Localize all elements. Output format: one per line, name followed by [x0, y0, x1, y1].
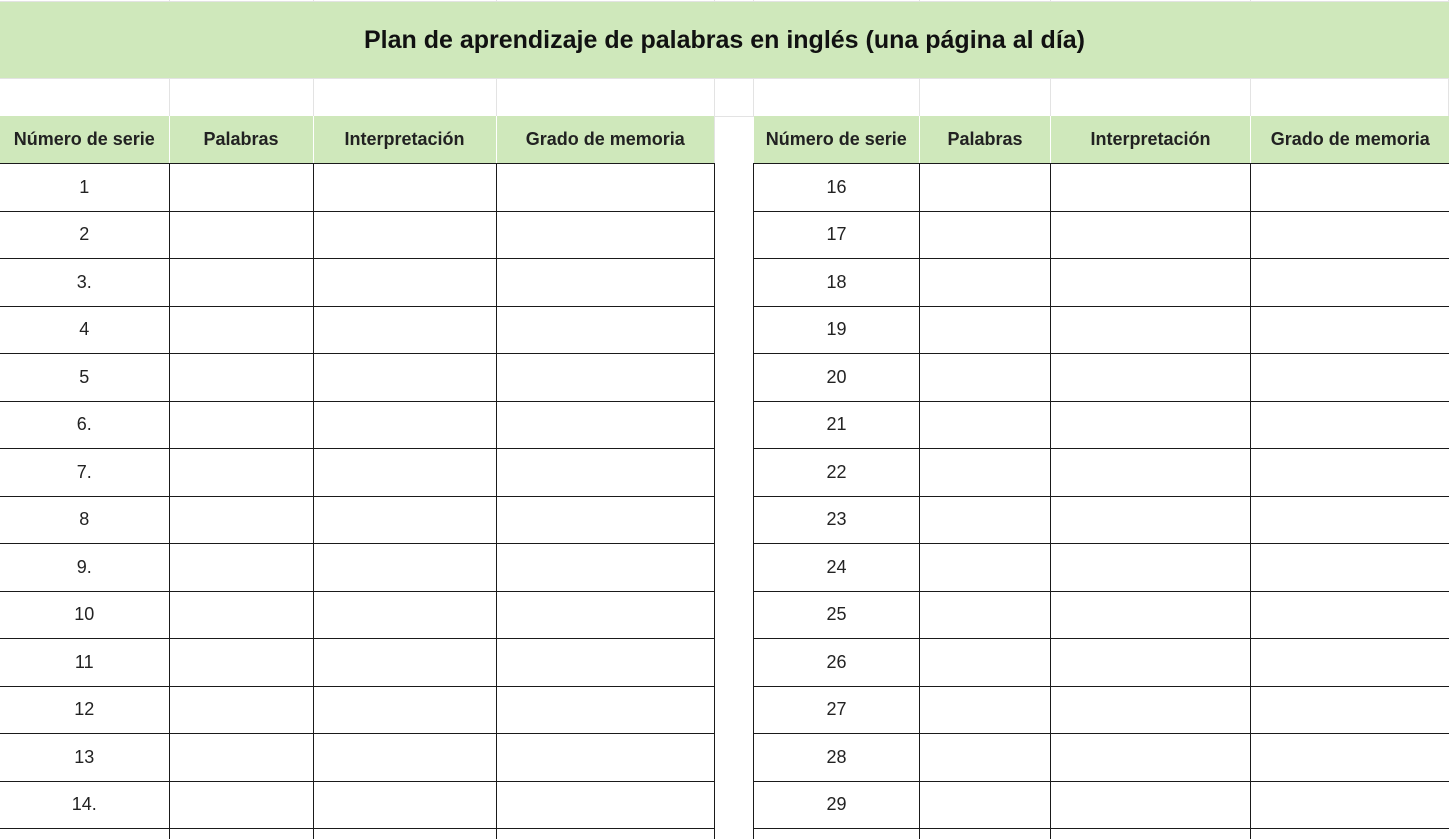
cell-word[interactable] [920, 306, 1051, 354]
cell-memory-level[interactable] [496, 734, 714, 782]
cell-memory-level[interactable] [496, 401, 714, 449]
cell-serial-number[interactable]: 11 [0, 639, 169, 687]
cell-serial-number[interactable]: 22 [754, 449, 920, 497]
cell-interpretation[interactable] [313, 211, 496, 259]
header-words[interactable]: Palabras [169, 116, 313, 164]
left-table-body [0, 164, 714, 839]
cell-interpretation[interactable] [313, 591, 496, 639]
cell-serial-number[interactable] [0, 829, 169, 839]
cell-word[interactable] [169, 164, 313, 212]
cell-word[interactable] [920, 401, 1051, 449]
cell-serial-number[interactable]: 13 [0, 734, 169, 782]
cell-serial-number[interactable]: 21 [754, 401, 920, 449]
cell-memory-level[interactable] [1251, 829, 1449, 839]
cell-serial-number[interactable]: 17 [754, 211, 920, 259]
cell-interpretation[interactable] [1051, 449, 1251, 497]
table-row [754, 401, 1449, 449]
cell-serial-number[interactable]: 24 [754, 544, 920, 592]
cell-serial-number[interactable]: 27 [754, 686, 920, 734]
cell-memory-level[interactable] [1251, 781, 1449, 829]
cell-interpretation[interactable] [1051, 544, 1251, 592]
cell-interpretation[interactable] [313, 354, 496, 402]
table-row [0, 354, 714, 402]
cell-word[interactable] [920, 686, 1051, 734]
cell-serial-number[interactable]: 18 [754, 259, 920, 307]
header-memory-level[interactable]: Grado de memoria [496, 116, 714, 164]
table-row [0, 781, 714, 829]
table-row [0, 686, 714, 734]
cell-memory-level[interactable] [496, 496, 714, 544]
cell-interpretation[interactable] [313, 829, 496, 839]
cell-interpretation[interactable] [1051, 781, 1251, 829]
sheet-title: Plan de aprendizaje de palabras en inglés (una página al día) [0, 2, 1449, 78]
cell-memory-level[interactable] [1251, 734, 1449, 782]
cell-serial-number[interactable]: 1 [0, 164, 169, 212]
cell-memory-level[interactable] [496, 259, 714, 307]
cell-word[interactable] [920, 211, 1051, 259]
table-row [754, 496, 1449, 544]
table-row [0, 211, 714, 259]
cell-serial-number[interactable]: 23 [754, 496, 920, 544]
cell-interpretation[interactable] [1051, 259, 1251, 307]
cell-word[interactable] [920, 544, 1051, 592]
cell-memory-level[interactable] [496, 781, 714, 829]
cell-interpretation[interactable] [1051, 639, 1251, 687]
table-row [754, 639, 1449, 687]
header-memory-level[interactable]: Grado de memoria [1251, 116, 1449, 164]
cell-memory-level[interactable] [496, 449, 714, 497]
cell-serial-number[interactable]: 10 [0, 591, 169, 639]
cell-interpretation[interactable] [1051, 164, 1251, 212]
cell-interpretation[interactable] [313, 449, 496, 497]
cell-word[interactable] [169, 354, 313, 402]
cell-memory-level[interactable] [496, 591, 714, 639]
cell-interpretation[interactable] [313, 496, 496, 544]
cell-memory-level[interactable] [496, 686, 714, 734]
table-row [0, 829, 714, 839]
cell-word[interactable] [169, 306, 313, 354]
cell-serial-number[interactable]: 19 [754, 306, 920, 354]
cell-interpretation[interactable] [1051, 401, 1251, 449]
table-row [754, 591, 1449, 639]
header-interpretation[interactable]: Interpretación [1051, 116, 1251, 164]
cell-interpretation[interactable] [1051, 211, 1251, 259]
cell-serial-number[interactable]: 3. [0, 259, 169, 307]
cell-memory-level[interactable] [496, 211, 714, 259]
cell-serial-number[interactable]: 5 [0, 354, 169, 402]
cell-memory-level[interactable] [496, 164, 714, 212]
cell-word[interactable] [169, 734, 313, 782]
cell-serial-number[interactable]: 4 [0, 306, 169, 354]
cell-serial-number[interactable]: 7. [0, 449, 169, 497]
cell-memory-level[interactable] [496, 306, 714, 354]
cell-memory-level[interactable] [496, 544, 714, 592]
table-row [754, 686, 1449, 734]
table-row [754, 306, 1449, 354]
cell-memory-level[interactable] [496, 354, 714, 402]
table-row [0, 496, 714, 544]
cell-interpretation[interactable] [313, 544, 496, 592]
cell-interpretation[interactable] [1051, 354, 1251, 402]
cell-word[interactable] [920, 449, 1051, 497]
cell-word[interactable] [169, 449, 313, 497]
cell-interpretation[interactable] [1051, 829, 1251, 839]
cell-memory-level[interactable] [1251, 259, 1449, 307]
table-row [754, 829, 1449, 839]
cell-word[interactable] [920, 259, 1051, 307]
cell-memory-level[interactable] [1251, 639, 1449, 687]
cell-memory-level[interactable] [1251, 686, 1449, 734]
cell-word[interactable] [920, 781, 1051, 829]
table-row [754, 259, 1449, 307]
header-words[interactable]: Palabras [920, 116, 1051, 164]
cell-interpretation[interactable] [313, 164, 496, 212]
cell-word[interactable] [920, 829, 1051, 839]
table-row [0, 544, 714, 592]
table-row [0, 639, 714, 687]
cell-memory-level[interactable] [1251, 306, 1449, 354]
cell-memory-level[interactable] [1251, 496, 1449, 544]
cell-word[interactable] [169, 259, 313, 307]
cell-serial-number[interactable]: 12 [0, 686, 169, 734]
table-row [0, 259, 714, 307]
cell-serial-number[interactable]: 26 [754, 639, 920, 687]
header-serial-number[interactable]: Número de serie [0, 116, 169, 164]
cell-word[interactable] [169, 544, 313, 592]
cell-interpretation[interactable] [1051, 591, 1251, 639]
cell-serial-number[interactable]: 28 [754, 734, 920, 782]
cell-word[interactable] [920, 354, 1051, 402]
header-row [754, 116, 1449, 164]
cell-word[interactable] [169, 639, 313, 687]
cell-interpretation[interactable] [313, 306, 496, 354]
cell-interpretation[interactable] [313, 734, 496, 782]
table-row [0, 306, 714, 354]
cell-memory-level[interactable] [1251, 164, 1449, 212]
table-row [754, 211, 1449, 259]
cell-word[interactable] [920, 164, 1051, 212]
cell-serial-number[interactable] [754, 829, 920, 839]
cell-memory-level[interactable] [1251, 211, 1449, 259]
table-row [0, 164, 714, 212]
cell-interpretation[interactable] [313, 259, 496, 307]
cell-word[interactable] [169, 686, 313, 734]
cell-serial-number[interactable]: 2 [0, 211, 169, 259]
header-interpretation[interactable]: Interpretación [313, 116, 496, 164]
cell-word[interactable] [920, 496, 1051, 544]
table-row [0, 401, 714, 449]
table-row [754, 354, 1449, 402]
cell-interpretation[interactable] [313, 401, 496, 449]
cell-word[interactable] [169, 591, 313, 639]
cell-interpretation[interactable] [313, 781, 496, 829]
table-row [0, 734, 714, 782]
cell-interpretation[interactable] [313, 639, 496, 687]
cell-interpretation[interactable] [1051, 306, 1251, 354]
cell-serial-number[interactable]: 20 [754, 354, 920, 402]
cell-word[interactable] [169, 496, 313, 544]
cell-interpretation[interactable] [1051, 686, 1251, 734]
cell-memory-level[interactable] [496, 639, 714, 687]
cell-serial-number[interactable]: 14. [0, 781, 169, 829]
cell-serial-number[interactable]: 16 [754, 164, 920, 212]
cell-word[interactable] [169, 781, 313, 829]
cell-memory-level[interactable] [1251, 354, 1449, 402]
word-table-right [753, 116, 1449, 839]
cell-word[interactable] [169, 829, 313, 839]
cell-memory-level[interactable] [1251, 544, 1449, 592]
cell-interpretation[interactable] [1051, 496, 1251, 544]
cell-word[interactable] [169, 401, 313, 449]
cell-word[interactable] [920, 639, 1051, 687]
cell-interpretation[interactable] [1051, 734, 1251, 782]
cell-word[interactable] [920, 734, 1051, 782]
header-serial-number[interactable]: Número de serie [754, 116, 920, 164]
table-row [754, 781, 1449, 829]
table-row [754, 544, 1449, 592]
cell-memory-level[interactable] [1251, 591, 1449, 639]
cell-serial-number[interactable]: 8 [0, 496, 169, 544]
cell-serial-number[interactable]: 6. [0, 401, 169, 449]
cell-memory-level[interactable] [1251, 401, 1449, 449]
right-table-body [754, 164, 1449, 839]
cell-interpretation[interactable] [313, 686, 496, 734]
table-row [0, 591, 714, 639]
header-row [0, 116, 714, 164]
cell-serial-number[interactable]: 29 [754, 781, 920, 829]
cell-serial-number[interactable]: 9. [0, 544, 169, 592]
table-row [0, 449, 714, 497]
cell-serial-number[interactable]: 25 [754, 591, 920, 639]
word-table-left [0, 116, 715, 839]
cell-word[interactable] [169, 211, 313, 259]
cell-memory-level[interactable] [1251, 449, 1449, 497]
cell-memory-level[interactable] [496, 829, 714, 839]
cell-word[interactable] [920, 591, 1051, 639]
table-row [754, 734, 1449, 782]
table-row [754, 449, 1449, 497]
table-row [754, 164, 1449, 212]
